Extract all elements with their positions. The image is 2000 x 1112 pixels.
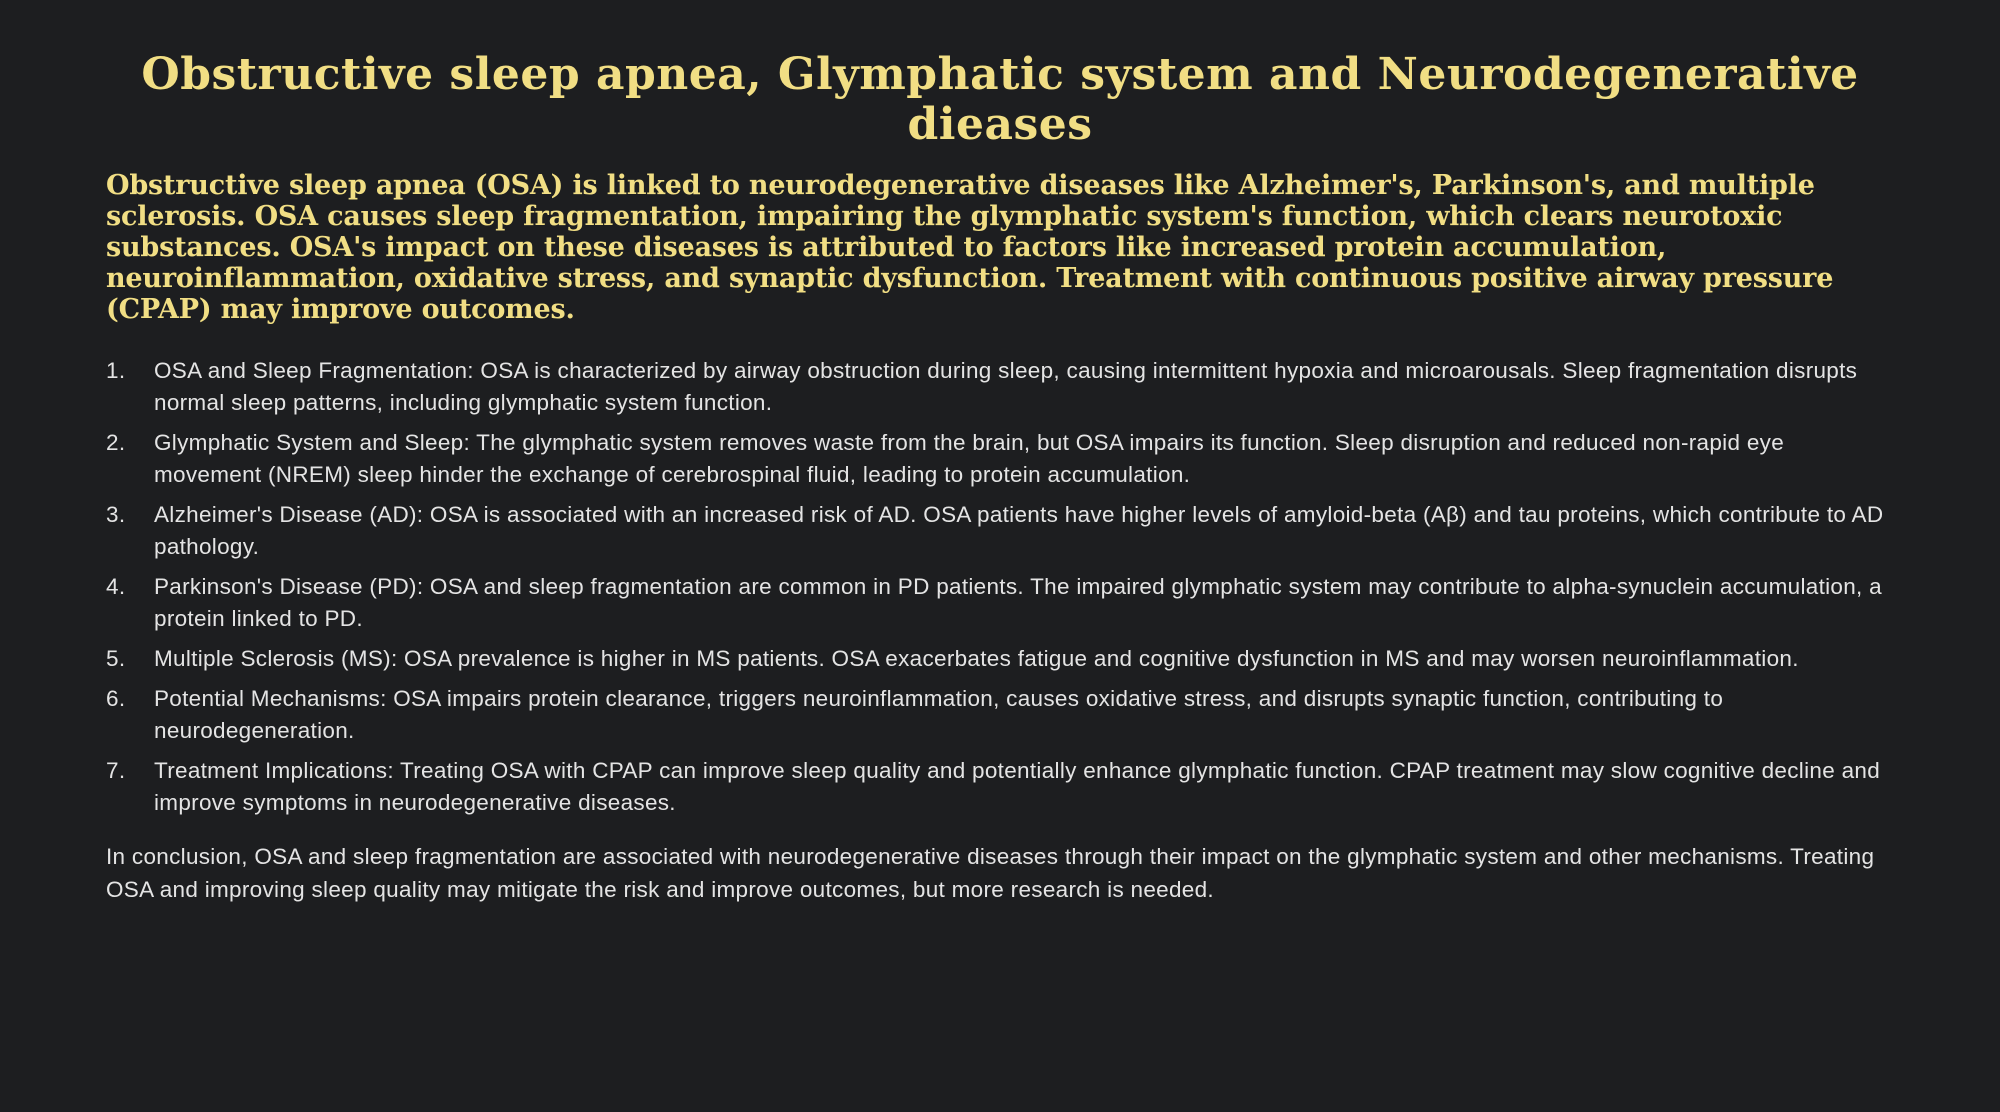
list-item-number: 7.	[106, 758, 126, 783]
list-item-text: Multiple Sclerosis (MS): OSA prevalence is higher in MS patients. OSA exacerbates fatigue and cognitive dysfunction in MS and may worsen neuroinflammation.	[154, 646, 1799, 671]
slide-title: Obstructive sleep apnea, Glymphatic system and Neurodegenerative dieases	[141, 49, 1859, 150]
list-item	[106, 427, 1894, 491]
summary-paragraph: Obstructive sleep apnea (OSA) is linked to neurodegenerative diseases like Alzheimer's, Parkinson's, and multiple sclerosis. OSA causes sleep fragmentation, impairing the glymphatic system's function, which clears neurotoxic substances. OSA's impact on these diseases is attributed to factors like increased protein accumulation, neuroinflammation, oxidative stress, and synaptic dysfunction. Treatment with continuous positive airway pressure (CPAP) may improve outcomes.	[106, 170, 1834, 325]
list-item	[106, 643, 1894, 675]
list-item-text: Potential Mechanisms: OSA impairs protein clearance, triggers neuroinflammation, causes oxidative stress, and disrupts synaptic function, contributing to neurodegeneration.	[154, 686, 1724, 743]
list-item-number: 3.	[106, 502, 126, 527]
list-item-number: 4.	[106, 574, 126, 599]
conclusion-paragraph: In conclusion, OSA and sleep fragmentation are associated with neurodegenerative diseases through their impact on the glymphatic system and other mechanisms. Treating OSA and improving sleep quality may mitigate the risk and improve outcomes, but more research is needed.	[106, 844, 1875, 902]
list-item-text: Alzheimer's Disease (AD): OSA is associated with an increased risk of AD. OSA patients have higher levels of amyloid-beta (Aβ) and tau proteins, which contribute to AD pathology.	[154, 502, 1884, 559]
list-item	[106, 755, 1894, 819]
list-item-text: Glymphatic System and Sleep: The glymphatic system removes waste from the brain, but OSA impairs its function. Sleep disruption and reduced non-rapid eye movement (NREM) sleep hinder the exchange of cerebrospinal fluid, leading to protein accumulation.	[154, 430, 1785, 487]
list-item	[106, 571, 1894, 635]
list-item-number: 5.	[106, 646, 126, 671]
list-item-text: Parkinson's Disease (PD): OSA and sleep fragmentation are common in PD patients. The impaired glymphatic system may contribute to alpha-synuclein accumulation, a protein linked to PD.	[154, 574, 1882, 631]
list-item-text: Treatment Implications: Treating OSA with CPAP can improve sleep quality and potentially enhance glymphatic function. CPAP treatment may slow cognitive decline and improve symptoms in neurodegenerative diseases.	[154, 758, 1881, 815]
list-item-number: 2.	[106, 430, 126, 455]
list-item	[106, 499, 1894, 563]
list-item-number: 1.	[106, 358, 126, 383]
list-item	[106, 355, 1894, 419]
list-item-number: 6.	[106, 686, 126, 711]
key-points-list	[106, 355, 1894, 819]
list-item	[106, 683, 1894, 747]
list-item-text: OSA and Sleep Fragmentation: OSA is characterized by airway obstruction during sleep, causing intermittent hypoxia and microarousals. Sleep fragmentation disrupts normal sleep patterns, including glymphatic system function.	[154, 358, 1858, 415]
